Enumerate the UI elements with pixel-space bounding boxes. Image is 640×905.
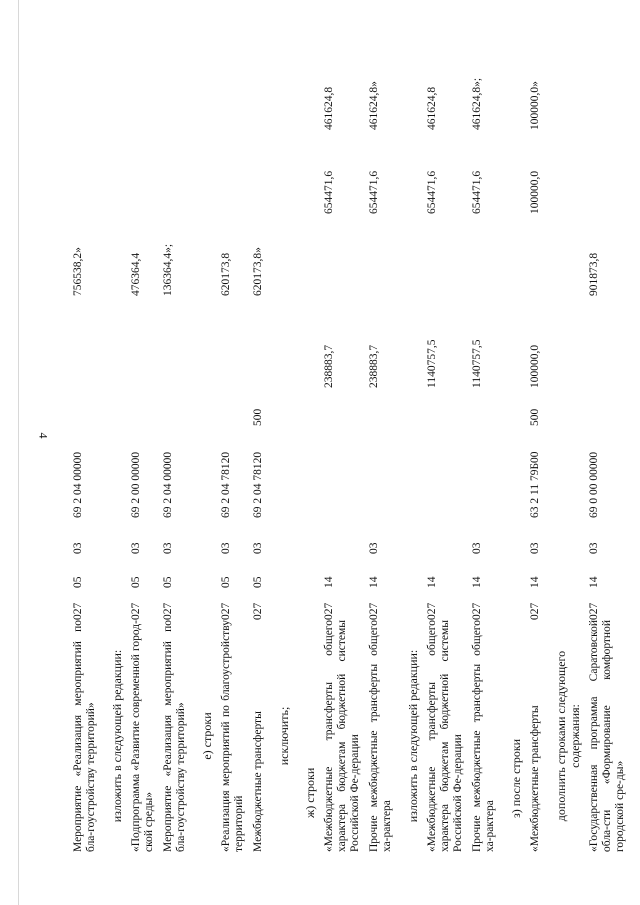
admin-code-cell: 027 (72, 602, 84, 620)
section-heading: изложить в следующей редакции: (406, 649, 420, 823)
section-code-cell: 14 (426, 576, 438, 588)
subsection-code-cell: 03 (130, 542, 142, 554)
amount-col3-cell: 654471,6 (323, 170, 335, 214)
amount-col4-cell: 461624,8 (323, 86, 335, 130)
amount-col2-cell: 620173,8» (252, 247, 264, 296)
subsection-code-cell: 03 (72, 542, 84, 554)
row-description: Прочие межбюджетные трансферты общего ха-рактера (368, 620, 393, 852)
admin-code-cell: 027 (220, 602, 232, 620)
row-description: Прочие межбюджетные трансферты общего ха-рактера (471, 620, 496, 852)
subsection-code-cell: 03 (368, 542, 380, 554)
admin-code-cell: 027 (252, 602, 264, 620)
row-description: «Межбюджетные трансферты общего характера бюджетам бюджетной системы Российской Фе-дерации (323, 620, 361, 852)
subsection-code-cell: 03 (162, 542, 174, 554)
amount-col1-cell: 1140757,5 (471, 339, 483, 388)
admin-code-cell: 027 (368, 602, 380, 620)
section-code-cell: 05 (130, 576, 142, 588)
rotated-document-body (72, 52, 632, 852)
subsection-code-cell: 03 (252, 542, 264, 554)
amount-col1-cell: 238883,7 (323, 344, 335, 388)
target-article-cell: 63 2 11 79Б00 (529, 451, 541, 518)
admin-code-cell: 027 (529, 602, 541, 620)
row-description: «Государственная программа Саратовской обла-сти «Формирование комфортной городской сре-ды» (588, 620, 626, 852)
section-code-cell: 14 (471, 576, 483, 588)
row-description: Мероприятие «Реализация мероприятий по бла-гоустройству территорий» (72, 620, 97, 852)
expense-type-cell: 500 (529, 408, 541, 426)
section-code-cell: 14 (368, 576, 380, 588)
amount-col4-cell: 461624,8 (426, 86, 438, 130)
table-row (368, 52, 394, 852)
amount-col4-cell: 100000,0» (529, 81, 541, 130)
subsection-code-cell: 03 (529, 542, 541, 554)
row-description: «Реализация мероприятий по благоустройству территорий (220, 620, 245, 852)
subsection-code-cell: 03 (588, 542, 600, 554)
amount-col2-cell: 756538,2» (72, 247, 84, 296)
subsection-code-cell: 03 (471, 542, 483, 554)
admin-code-cell: 027 (588, 602, 600, 620)
amount-col3-cell: 654471,6 (471, 170, 483, 214)
table-row (162, 52, 188, 852)
admin-code-cell: 027 (471, 602, 483, 620)
target-article-cell: 69 2 04 00000 (162, 451, 174, 518)
admin-code-cell: 027 (162, 602, 174, 620)
section-code-cell: 05 (220, 576, 232, 588)
section-heading: изложить в следующей редакции: (110, 649, 124, 823)
table-row (130, 52, 156, 852)
row-description: «Межбюджетные трансферты общего характера бюджетам бюджетной системы Российской Фе-дерации (426, 620, 464, 852)
admin-code-cell: 027 (130, 602, 142, 620)
binding-margin-line (18, 0, 19, 905)
section-code-cell: 14 (323, 576, 335, 588)
admin-code-cell: 027 (426, 602, 438, 620)
target-article-cell: 69 0 00 00000 (588, 451, 600, 518)
subsection-code-cell: 03 (220, 542, 232, 554)
section-code-cell: 05 (72, 576, 84, 588)
amendment-table (72, 52, 633, 852)
amount-col1-cell: 100000,0 (529, 344, 541, 388)
amount-col3-cell: 100000,0 (529, 170, 541, 214)
amount-col2-cell: 476364,4 (130, 252, 142, 296)
admin-code-cell: 027 (323, 602, 335, 620)
amount-col3-cell: 654471,6 (426, 170, 438, 214)
expense-type-cell: 500 (252, 408, 264, 426)
amount-col1-cell: 1140757,5 (426, 339, 438, 388)
row-description: Мероприятие «Реализация мероприятий по бла-гоустройству территорий» (162, 620, 187, 852)
section-heading: з) после строки (509, 738, 523, 818)
section-heading: е) строки (200, 712, 214, 760)
table-row (588, 52, 627, 852)
table-row (220, 52, 246, 852)
section-code-cell: 05 (252, 576, 264, 588)
target-article-cell: 69 2 04 78120 (220, 451, 232, 518)
table-row (72, 52, 98, 852)
table-row (529, 52, 542, 852)
table-row (426, 52, 465, 852)
row-description: «Подпрограмма «Развитие современной город-ской среды» (130, 620, 155, 852)
table-row (471, 52, 497, 852)
amount-col2-cell: 620173,8 (220, 252, 232, 296)
amount-col3-cell: 654471,6 (368, 170, 380, 214)
amount-col1-cell: 238883,7 (368, 344, 380, 388)
row-description: «Межбюджетные трансферты (529, 705, 541, 852)
amount-col2-cell: 136364,4»; (162, 243, 174, 296)
section-heading: исключить; (277, 706, 291, 766)
table-row (252, 52, 265, 852)
target-article-cell: 69 2 00 00000 (130, 451, 142, 518)
section-heading: дополнить строками следующего содержания: (554, 650, 582, 822)
section-code-cell: 05 (162, 576, 174, 588)
row-description: Межбюджетные трансферты (252, 711, 264, 852)
amount-col4-cell: 461624,8»; (471, 77, 483, 130)
page-number: 4 (36, 432, 51, 439)
section-code-cell: 14 (529, 576, 541, 588)
section-heading: ж) строки (303, 767, 317, 818)
target-article-cell: 69 2 04 00000 (72, 451, 84, 518)
target-article-cell: 69 2 04 78120 (252, 451, 264, 518)
section-code-cell: 14 (588, 576, 600, 588)
amount-col2-cell: 901873,8 (588, 252, 600, 296)
amount-col4-cell: 461624,8» (368, 81, 380, 130)
table-row (323, 52, 362, 852)
